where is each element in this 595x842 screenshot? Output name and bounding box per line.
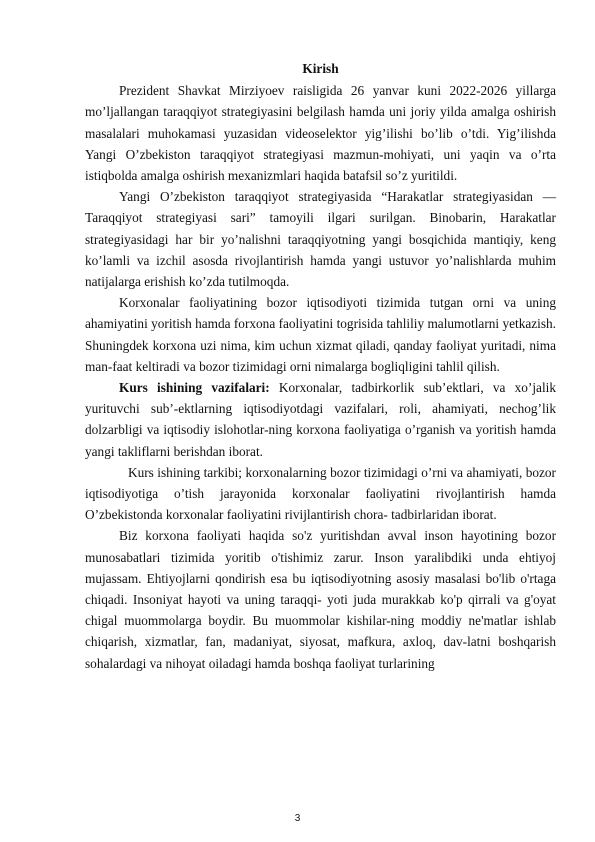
paragraph-text: Kurs ishining tarkibi; korxonalarning bozor tizimidagi o’rni va ahamiyati, bozor iqtisodiyotiga o’tish jarayonida korxonalar faoliyatini rivojlantirish hamda O’zbekistonda korxonalar faoliyatini rivijlantirish chora- tadbirlaridan iborat. — [85, 464, 556, 523]
paragraph-enterprise-role — [85, 292, 556, 377]
paragraph-text: Yangi Oʼzbekiston taraqqiyot strategiyasida “Harakatlar strategiyasidan — Taraqqiyot strategiyasi sari” tamoyili ilgari surilgan. Binobarin, Harakatlar strategiyasidagi har bir yoʼnalishni taraqqiyotning yangi bosqichida mantiqiy, keng koʼlamli va izchil asosda rivojlantirish hamda yangi ustuvor yoʼnalishlarda muhim natijalarga erishish koʼzda tutilmoqda. — [85, 189, 556, 290]
paragraph-text: Biz korxona faoliyati haqida so'z yuritishdan avval inson hayotining bozor munosabatlari tizimida yoritib o'tishimiz zarur. Inson yaralibdiki unda ehtiyoj mujassam. Ehtiyojlarni qondirish esa bu iqtisodiyotning asosiy masalasi bo'lib o'rtaga chiqadi. Insoniyat hayoti va uning taraqqi- yoti juda murakkab ko'p qirrali va g'oyat chigal muommolarga boydir. Bu muommolar kishilar-ning moddiy ne'matlar ishlab chiqarish, xizmatlar, fan, madaniyat, siyosat, mafkura, axloq, dav-latni boshqarish sohalardagi va nihoyat oiladagi hamda boshqa faoliyat turlarining — [85, 528, 556, 671]
paragraph-strategy-meeting — [85, 80, 556, 186]
paragraph-human-needs — [85, 525, 556, 673]
paragraph-text: Prezident Shavkat Mirziyoev raisligida 26 yanvar kuni 2022-2026 yillarga moʼljallangan taraqqiyot strategiyasini belgilash hamda uni joriy yilda amalga oshirish masalalari muhokamasi yuzasidan videoselektor yigʼilishi boʼlib oʼtdi. Yigʼilishda Yangi Oʼzbekiston taraqqiyot strategiyasi mazmun-mohiyati, uni yaqin va oʼrta istiqbolda amalga oshirish mexanizmlari haqida batafsil soʼz yuritildi. — [85, 83, 556, 184]
paragraph-course-structure — [85, 462, 556, 526]
paragraph-course-tasks — [85, 377, 556, 462]
paragraph-text: Korxonalar faoliyatining bozor iqtisodiyoti tizimida tutgan orni va uning ahamiyatini yoritish hamda forxona faoliyatini togrisida tahliliy malumotlarni yetkazish. Shuningdek korxona uzi nima, kim uchun xizmat qiladi, qanday faoliyat yuritadi, nima man-faat keltiradi va bozor tizimidagi orni nimalarga bogliqligini tahlil qilish. — [85, 295, 556, 374]
paragraph-strategy-principle — [85, 186, 556, 292]
paragraph-lead: Kurs ishining vazifalari: — [119, 380, 270, 396]
paragraph-text: Korxonalar, tadbirkorlik sub’ektlari, va xo’jalik yurituvchi sub’-ektlarning iqtisodiyotdagi vazifalari, roli, ahamiyati, nechog’lik dolzarbligi va iqtisodiy islohotlar-ning korxona faoliyatiga o’rganish va yoritish hamda yangi takliflarni berishdan iborat. — [85, 380, 556, 459]
page-title: Kirish — [302, 61, 339, 76]
page-number: 3 — [294, 813, 301, 824]
document-body — [85, 58, 556, 674]
